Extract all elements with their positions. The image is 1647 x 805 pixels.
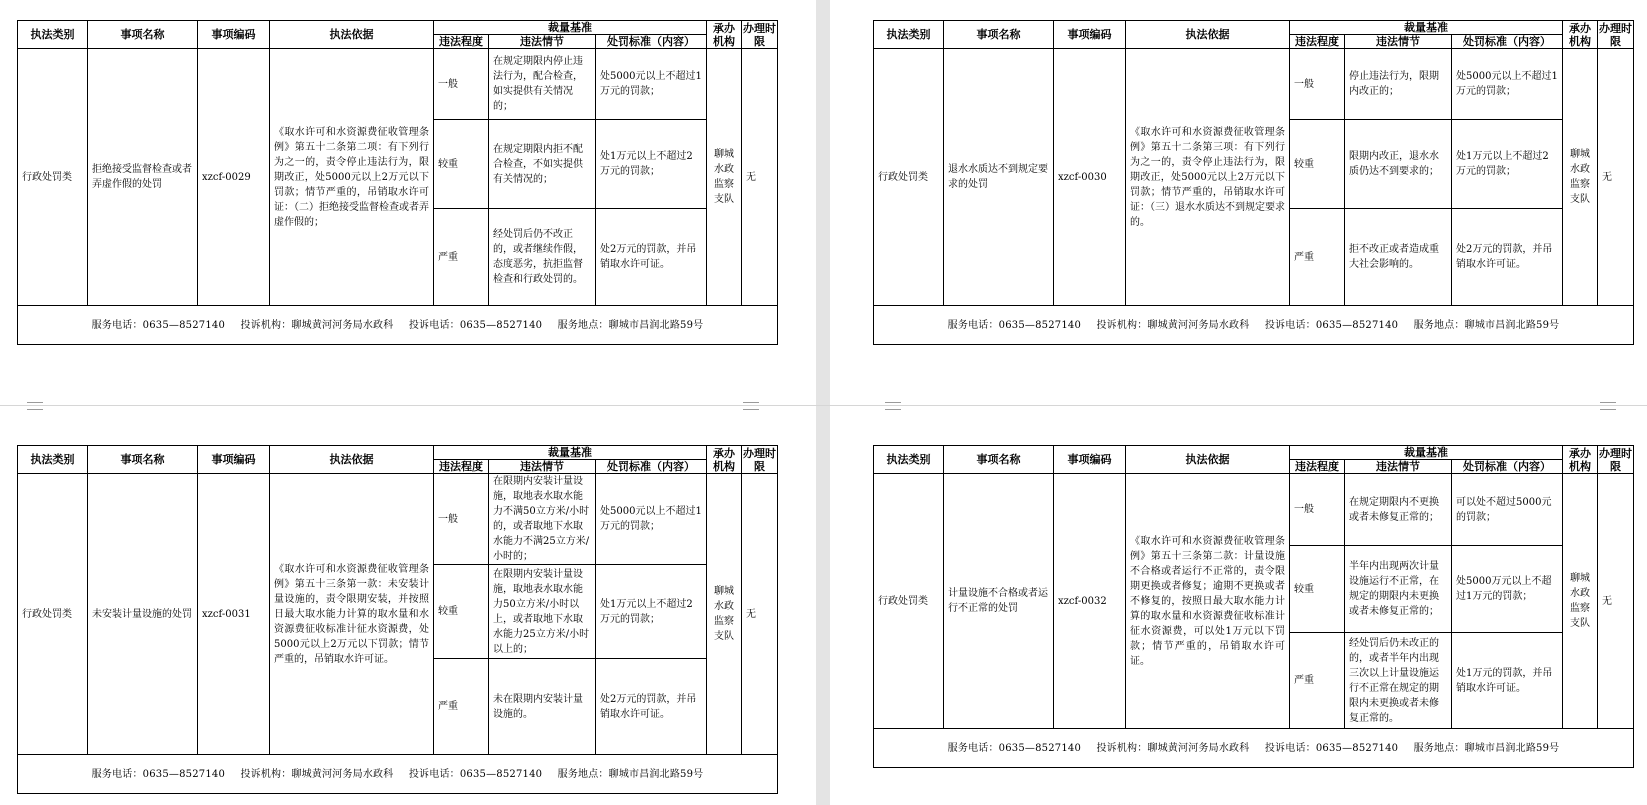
service-address: 服务地点：聊城市昌润北路59号: [1413, 319, 1560, 331]
header-limit: 办理时限: [1599, 446, 1633, 473]
circumstance-cell: 经处罚后仍未改正的的，或者半年内出现三次以上计量设施运行不正常在规定的期限内未更换或者未修复正常的。: [1345, 633, 1452, 729]
circumstance-cell: 在规定期限内不更换或者未修复正常的；: [1345, 474, 1452, 546]
document-page-3: [17, 445, 777, 794]
complaint-phone: 投诉电话：0635—8527140: [408, 319, 543, 331]
standard-cell: 处1万元以上不超过2万元的罚款；: [596, 565, 707, 659]
degree-cell: 较重: [1290, 546, 1345, 633]
standard-cell: 处1万元的罚款，并吊销取水许可证。: [1452, 633, 1563, 729]
header-circumstance: 违法情节: [489, 35, 596, 49]
header-circumstance: 违法情节: [1345, 35, 1452, 49]
complaint-phone: 投诉电话：0635—8527140: [1264, 742, 1399, 754]
limit-cell: 无: [1598, 49, 1634, 306]
header-org: 承办机构: [1563, 21, 1598, 49]
header-discretion: 裁量基准: [1290, 21, 1563, 35]
header-basis: 执法依据: [1126, 21, 1290, 49]
header-item-name: 事项名称: [944, 446, 1054, 474]
degree-cell: 一般: [434, 474, 489, 565]
circumstance-cell: 半年内出现两次计量设施运行不正常，在规定的期限内未更换或者未修复正常的；: [1345, 546, 1452, 633]
header-item-code: 事项编码: [1054, 446, 1126, 474]
document-page-4: [873, 445, 1633, 768]
standard-cell: 处2万元的罚款，并吊销取水许可证。: [596, 659, 707, 755]
complaint-org: 投诉机构：聊城黄河河务局水政科: [240, 319, 394, 331]
header-item-name: 事项名称: [944, 21, 1054, 49]
basis-cell: 《取水许可和水资源费征收管理条例》第五十三条第二款：计量设施不合格或者运行不正常的，责令限期更换或者修复；逾期不更换或者不修复的，按照日最大取水能力计算的取水量和水资源费征收标准计征水资源费，可以处1万元以下罚款；情节严重的，吊销取水许可证。: [1126, 474, 1290, 729]
circumstance-cell: 在规定期限内拒不配合检查，不如实提供有关情况的；: [489, 120, 596, 209]
basis-cell: 《取水许可和水资源费征收管理条例》第五十三条第一款：未安装计量设施的，责令限期安装，并按照日最大取水能力计算的取水量和水资源费征收标准计征水资源费，处5000元以上2万元以下罚款；情节严重的，吊销取水许可证。: [270, 474, 434, 755]
circumstance-cell: 在限期内安装计量设施，取地表水取水能力50立方米/小时以上，或者取地下水取水能力25立方米/小时以上的；: [489, 565, 596, 659]
page-gutter-vertical: [816, 0, 830, 805]
service-address: 服务地点：聊城市昌润北路59号: [557, 319, 704, 331]
category-cell: 行政处罚类: [18, 49, 88, 306]
header-standard: 处罚标准（内容）: [1452, 460, 1563, 474]
basis-cell: 《取水许可和水资源费征收管理条例》第五十二条第三项：有下列行为之一的，责令停止违法行为，限期改正，处5000元以上2万元以下罚款；情节严重的，吊销取水许可证：（三）退水水质达不到规定要求的。: [1126, 49, 1290, 306]
header-standard: 处罚标准（内容）: [596, 35, 707, 49]
degree-cell: 严重: [1290, 633, 1345, 729]
header-degree: 违法程度: [1290, 460, 1345, 474]
org-cell: 聊城水政监察支队: [1563, 474, 1598, 729]
degree-cell: 一般: [1290, 49, 1345, 120]
degree-cell: 较重: [1290, 120, 1345, 209]
basis-cell: 《取水许可和水资源费征收管理条例》第五十二条第二项：有下列行为之一的，责令停止违法行为，限期改正，处5000元以上2万元以下罚款；情节严重的，吊销取水许可证：（二）拒绝接受监督检查或者弄虚作假的；: [270, 49, 434, 306]
header-org: 承办机构: [1563, 446, 1598, 474]
header-limit: 办理时限: [1599, 21, 1633, 48]
degree-cell: 严重: [434, 209, 489, 306]
standard-cell: 处5000元以上不超过1万元的罚款；: [596, 49, 707, 120]
circumstance-cell: 在规定期限内停止违法行为，配合检查，如实提供有关情况的；: [489, 49, 596, 120]
service-info-row: [874, 306, 1634, 345]
circumstance-cell: 经处罚后仍不改正的，或者继续作假，态度恶劣，抗拒监督检查和行政处罚的。: [489, 209, 596, 306]
header-category: 执法类别: [874, 446, 944, 474]
header-basis: 执法依据: [270, 446, 434, 474]
header-item-code: 事项编码: [198, 446, 270, 474]
org-cell: 聊城水政监察支队: [1563, 49, 1598, 306]
item-code-cell: xzcf-0031: [198, 474, 270, 755]
service-address: 服务地点：聊城市昌润北路59号: [557, 768, 704, 780]
header-standard: 处罚标准（内容）: [1452, 35, 1563, 49]
standard-cell: 处5000元以上不超过1万元的罚款；: [596, 474, 707, 565]
limit-cell: 无: [742, 474, 778, 755]
header-standard: 处罚标准（内容）: [596, 460, 707, 474]
page-corner-mark: [743, 402, 759, 410]
service-phone: 服务电话：0635—8527140: [91, 768, 226, 780]
degree-cell: 较重: [434, 120, 489, 209]
degree-cell: 严重: [1290, 209, 1345, 306]
header-limit: 办理时限: [743, 446, 777, 473]
service-phone: 服务电话：0635—8527140: [91, 319, 226, 331]
category-cell: 行政处罚类: [874, 49, 944, 306]
enforcement-table: [873, 445, 1634, 768]
complaint-org: 投诉机构：聊城黄河河务局水政科: [1096, 742, 1250, 754]
page-corner-mark: [27, 402, 43, 410]
page-corner-mark: [885, 402, 901, 410]
complaint-phone: 投诉电话：0635—8527140: [1264, 319, 1399, 331]
standard-cell: 处5000万元以上不超过1万元的罚款；: [1452, 546, 1563, 633]
header-circumstance: 违法情节: [489, 460, 596, 474]
service-phone: 服务电话：0635—8527140: [947, 742, 1082, 754]
service-info-row: [18, 306, 778, 345]
enforcement-table: [17, 20, 778, 345]
header-degree: 违法程度: [434, 35, 489, 49]
header-item-name: 事项名称: [88, 446, 198, 474]
header-limit: 办理时限: [743, 21, 777, 48]
complaint-org: 投诉机构：聊城黄河河务局水政科: [1096, 319, 1250, 331]
item-code-cell: xzcf-0029: [198, 49, 270, 306]
header-discretion: 裁量基准: [434, 446, 707, 460]
circumstance-cell: 限期内改正，退水水质仍达不到要求的；: [1345, 120, 1452, 209]
header-basis: 执法依据: [270, 21, 434, 49]
header-basis: 执法依据: [1126, 446, 1290, 474]
degree-cell: 一般: [434, 49, 489, 120]
category-cell: 行政处罚类: [18, 474, 88, 755]
standard-cell: 可以处不超过5000元的罚款；: [1452, 474, 1563, 546]
service-phone: 服务电话：0635—8527140: [947, 319, 1082, 331]
item-code-cell: xzcf-0032: [1054, 474, 1126, 729]
circumstance-cell: 未在限期内安装计量设施的。: [489, 659, 596, 755]
header-item-name: 事项名称: [88, 21, 198, 49]
header-discretion: 裁量基准: [1290, 446, 1563, 460]
degree-cell: 严重: [434, 659, 489, 755]
limit-cell: 无: [1598, 474, 1634, 729]
document-page-1: [17, 20, 777, 345]
header-item-code: 事项编码: [198, 21, 270, 49]
page-gutter-horizontal: [0, 405, 1647, 406]
enforcement-table: [17, 445, 778, 794]
header-circumstance: 违法情节: [1345, 460, 1452, 474]
standard-cell: 处1万元以上不超过2万元的罚款；: [1452, 120, 1563, 209]
header-category: 执法类别: [874, 21, 944, 49]
org-cell: 聊城水政监察支队: [707, 49, 742, 306]
service-info-row: [18, 755, 778, 794]
header-degree: 违法程度: [434, 460, 489, 474]
item-name-cell: 计量设施不合格或者运行不正常的处罚: [944, 474, 1054, 729]
complaint-phone: 投诉电话：0635—8527140: [408, 768, 543, 780]
standard-cell: 处5000元以上不超过1万元的罚款；: [1452, 49, 1563, 120]
header-item-code: 事项编码: [1054, 21, 1126, 49]
header-org: 承办机构: [707, 21, 742, 49]
page-corner-mark: [1600, 402, 1616, 410]
category-cell: 行政处罚类: [874, 474, 944, 729]
header-category: 执法类别: [18, 21, 88, 49]
degree-cell: 一般: [1290, 474, 1345, 546]
standard-cell: 处1万元以上不超过2万元的罚款；: [596, 120, 707, 209]
enforcement-table: [873, 20, 1634, 345]
header-category: 执法类别: [18, 446, 88, 474]
header-degree: 违法程度: [1290, 35, 1345, 49]
item-code-cell: xzcf-0030: [1054, 49, 1126, 306]
header-discretion: 裁量基准: [434, 21, 707, 35]
degree-cell: 较重: [434, 565, 489, 659]
limit-cell: 无: [742, 49, 778, 306]
circumstance-cell: 拒不改正或者造成重大社会影响的。: [1345, 209, 1452, 306]
service-info-row: [874, 729, 1634, 768]
document-page-2: [873, 20, 1633, 345]
header-org: 承办机构: [707, 446, 742, 474]
standard-cell: 处2万元的罚款，并吊销取水许可证。: [1452, 209, 1563, 306]
circumstance-cell: 停止违法行为，限期内改正的；: [1345, 49, 1452, 120]
complaint-org: 投诉机构：聊城黄河河务局水政科: [240, 768, 394, 780]
item-name-cell: 拒绝接受监督检查或者弄虚作假的处罚: [88, 49, 198, 306]
item-name-cell: 退水水质达不到规定要求的处罚: [944, 49, 1054, 306]
item-name-cell: 未安装计量设施的处罚: [88, 474, 198, 755]
service-address: 服务地点：聊城市昌润北路59号: [1413, 742, 1560, 754]
standard-cell: 处2万元的罚款，并吊销取水许可证。: [596, 209, 707, 306]
org-cell: 聊城水政监察支队: [707, 474, 742, 755]
circumstance-cell: 在限期内安装计量设施，取地表水取水能力不满50立方米/小时的，或者取地下水取水能力不满25立方米/小时的；: [489, 474, 596, 565]
